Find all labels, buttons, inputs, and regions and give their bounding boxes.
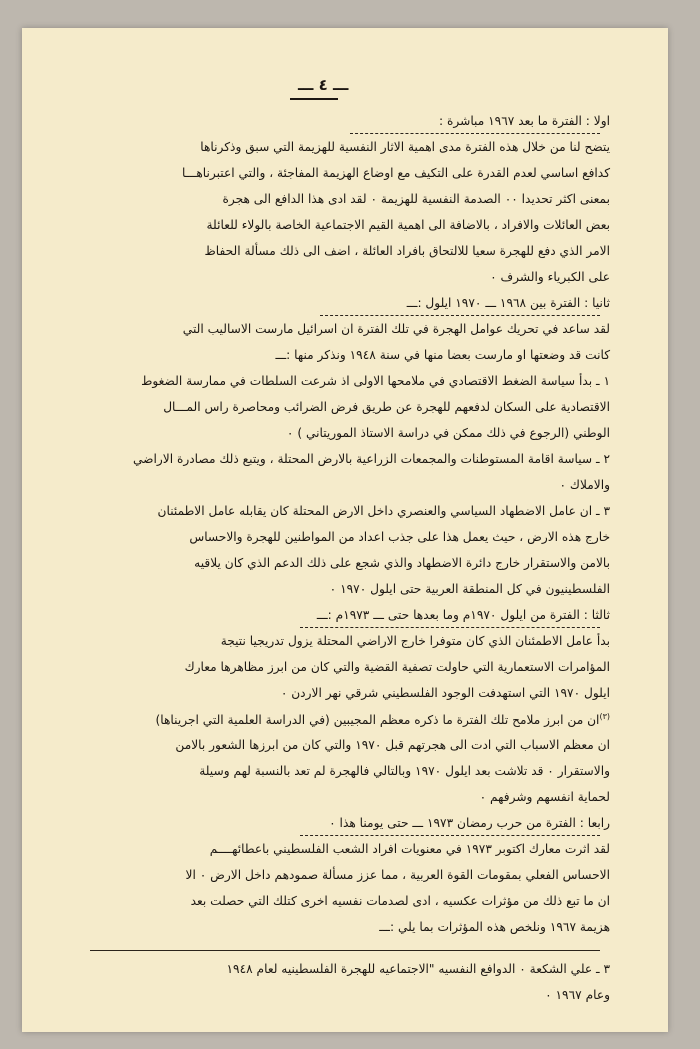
heading-underline (320, 315, 600, 316)
body-line-text: ان من ابرز ملامح تلك الفترة ما ذكره معظم المجيبين (في الدراسة العلمية التي اجريناها) (155, 713, 600, 728)
body-line: بالامن والاستقرار خارج دائرة الاضطهاد والذي شجع على ذلك الدعم الذي كان يلاقيه (194, 556, 610, 570)
body-line: بمعنى اكثر تحديدا ٠٠ الصدمة النفسية للهزيمة ٠ لقد ادى هذا الدافع الى هجرة (222, 192, 610, 206)
body-line: لحماية انفسهم وشرفهم ٠ (479, 790, 610, 804)
body-line: والاستقرار ٠ قد تلاشت بعد ايلول ١٩٧٠ وبالتالي فالهجرة لم تعد بالنسبة لهم وسيلة (199, 764, 610, 778)
body-line: الوطني (الرجوع في ذلك ممكن في دراسة الاستاذ الموريتاني ) ٠ (286, 426, 610, 440)
body-line: على الكبرياء والشرف ٠ (490, 270, 610, 284)
body-line: هزيمة ١٩٦٧ ونلخص هذه المؤثرات بما يلي :ـــ (379, 920, 610, 934)
heading-third-period: ثالثا : الفترة من ايلول ١٩٧٠م وما بعدها حتى ـــ ١٩٧٣م :ـــ (316, 608, 610, 622)
list-item-1: ١ ـ بدأ سياسة الضغط الاقتصادي في ملامحها الاولى اذ شرعت السلطات في ممارسة الضغوط (141, 374, 610, 388)
list-item-3: ٣ ـ ان عامل الاضطهاد السياسي والعنصري داخل الارض المحتلة كان يقابله عامل الاطمئنان (157, 504, 610, 518)
body-line: لقد اثرت معارك اكتوبر ١٩٧٣ في معنويات افراد الشعب الفلسطيني باعطائهــــم (209, 842, 610, 856)
body-line: يتضح لنا من خلال هذه الفترة مدى اهمية الاثار النفسية للهزيمة التي سبق وذكرناها (200, 140, 610, 154)
body-line: خارج هذه الارض ، حيث يعمل هذا على جذب اعداد من المواطنين للهجرة والاحساس (189, 530, 610, 544)
body-line (156, 712, 610, 727)
body-line: الفلسطينيون في كل المنطقة العربية حتى ايلول ١٩٧٠ ٠ (329, 582, 610, 596)
heading-underline (350, 133, 600, 134)
body-line: كانت قد وضعتها او مارست بعضا منها في سنة ١٩٤٨ ونذكر منها :ـــ (275, 348, 610, 362)
body-line: الامر الذي دفع للهجرة سعيا للالتحاق بافراد العائلة ، اضف الى ذلك مسألة الحفاظ (204, 244, 610, 258)
page-number-rule (290, 98, 338, 100)
footnote-ref: (٣) (599, 712, 610, 721)
heading-second-period: ثانيا : الفترة بين ١٩٦٨ ـــ ١٩٧٠ ايلول :ـــ (406, 296, 610, 310)
body-line: المؤامرات الاستعمارية التي حاولت تصفية القضية والتي كان من ابرز مظاهرها معارك (184, 660, 610, 674)
body-line: الاقتصادية على السكان لدفعهم للهجرة عن طريق فرض الضرائب ومحاصرة راس المـــال (163, 400, 610, 414)
body-line: بدأ عامل الاطمئنان الذي كان متوفرا خارج الاراضي المحتلة يزول تدريجيا نتيجة (220, 634, 610, 648)
list-item-2: ٢ ـ سياسة اقامة المستوطنات والمجمعات الزراعية بالارض المحتلة ، ويتبع ذلك مصادرة الاراضي (133, 452, 610, 466)
heading-fourth-period: رابعا : الفترة من حرب رمضان ١٩٧٣ ـــ حتى يومنا هذا ٠ (329, 816, 610, 830)
footnote-line: وعام ١٩٦٧ ٠ (545, 988, 610, 1002)
heading-underline (300, 835, 600, 836)
body-line: بعض العائلات والافراد ، بالاضافة الى اهمية القيم الاجتماعية الخاصة بالولاء للعائلة (206, 218, 610, 232)
body-line: الاحساس الفعلي بمقومات القوة العربية ، مما عزز مسألة صمودهم داخل الارض ٠ الا (185, 868, 610, 882)
page-number: ـــ ٤ ـــ (298, 76, 349, 94)
body-line: كدافع اساسي لعدم القدرة على التكيف مع اوضاع الهزيمة المفاجئة ، والتي اعتبرناهـــا (181, 166, 610, 180)
footnote-separator (90, 950, 600, 951)
heading-first-period: اولا : الفترة ما بعد ١٩٦٧ مباشرة : (439, 114, 610, 128)
heading-underline (300, 627, 600, 628)
body-line: ان معظم الاسباب التي ادت الى هجرتهم قبل ١٩٧٠ والتي كان من ابرزها الشعور بالامن (175, 738, 610, 752)
body-line: ان ما تبع ذلك من مؤثرات عكسيه ، ادى لصدمات نفسيه اخرى كتلك التي حصلت بعد (190, 894, 610, 908)
footnote-line: ٣ ـ علي الشكعة ٠ الدوافع النفسيه "الاجتماعيه للهجرة الفلسطينيه لعام ١٩٤٨ (226, 962, 610, 976)
body-line: ايلول ١٩٧٠ التي استهدفت الوجود الفلسطيني شرقي نهر الاردن ٠ (280, 686, 610, 700)
body-line: والاملاك ٠ (559, 478, 610, 492)
body-line: لقد ساعد في تحريك عوامل الهجرة في تلك الفترة ان اسرائيل مارست الاساليب التي (182, 322, 610, 336)
